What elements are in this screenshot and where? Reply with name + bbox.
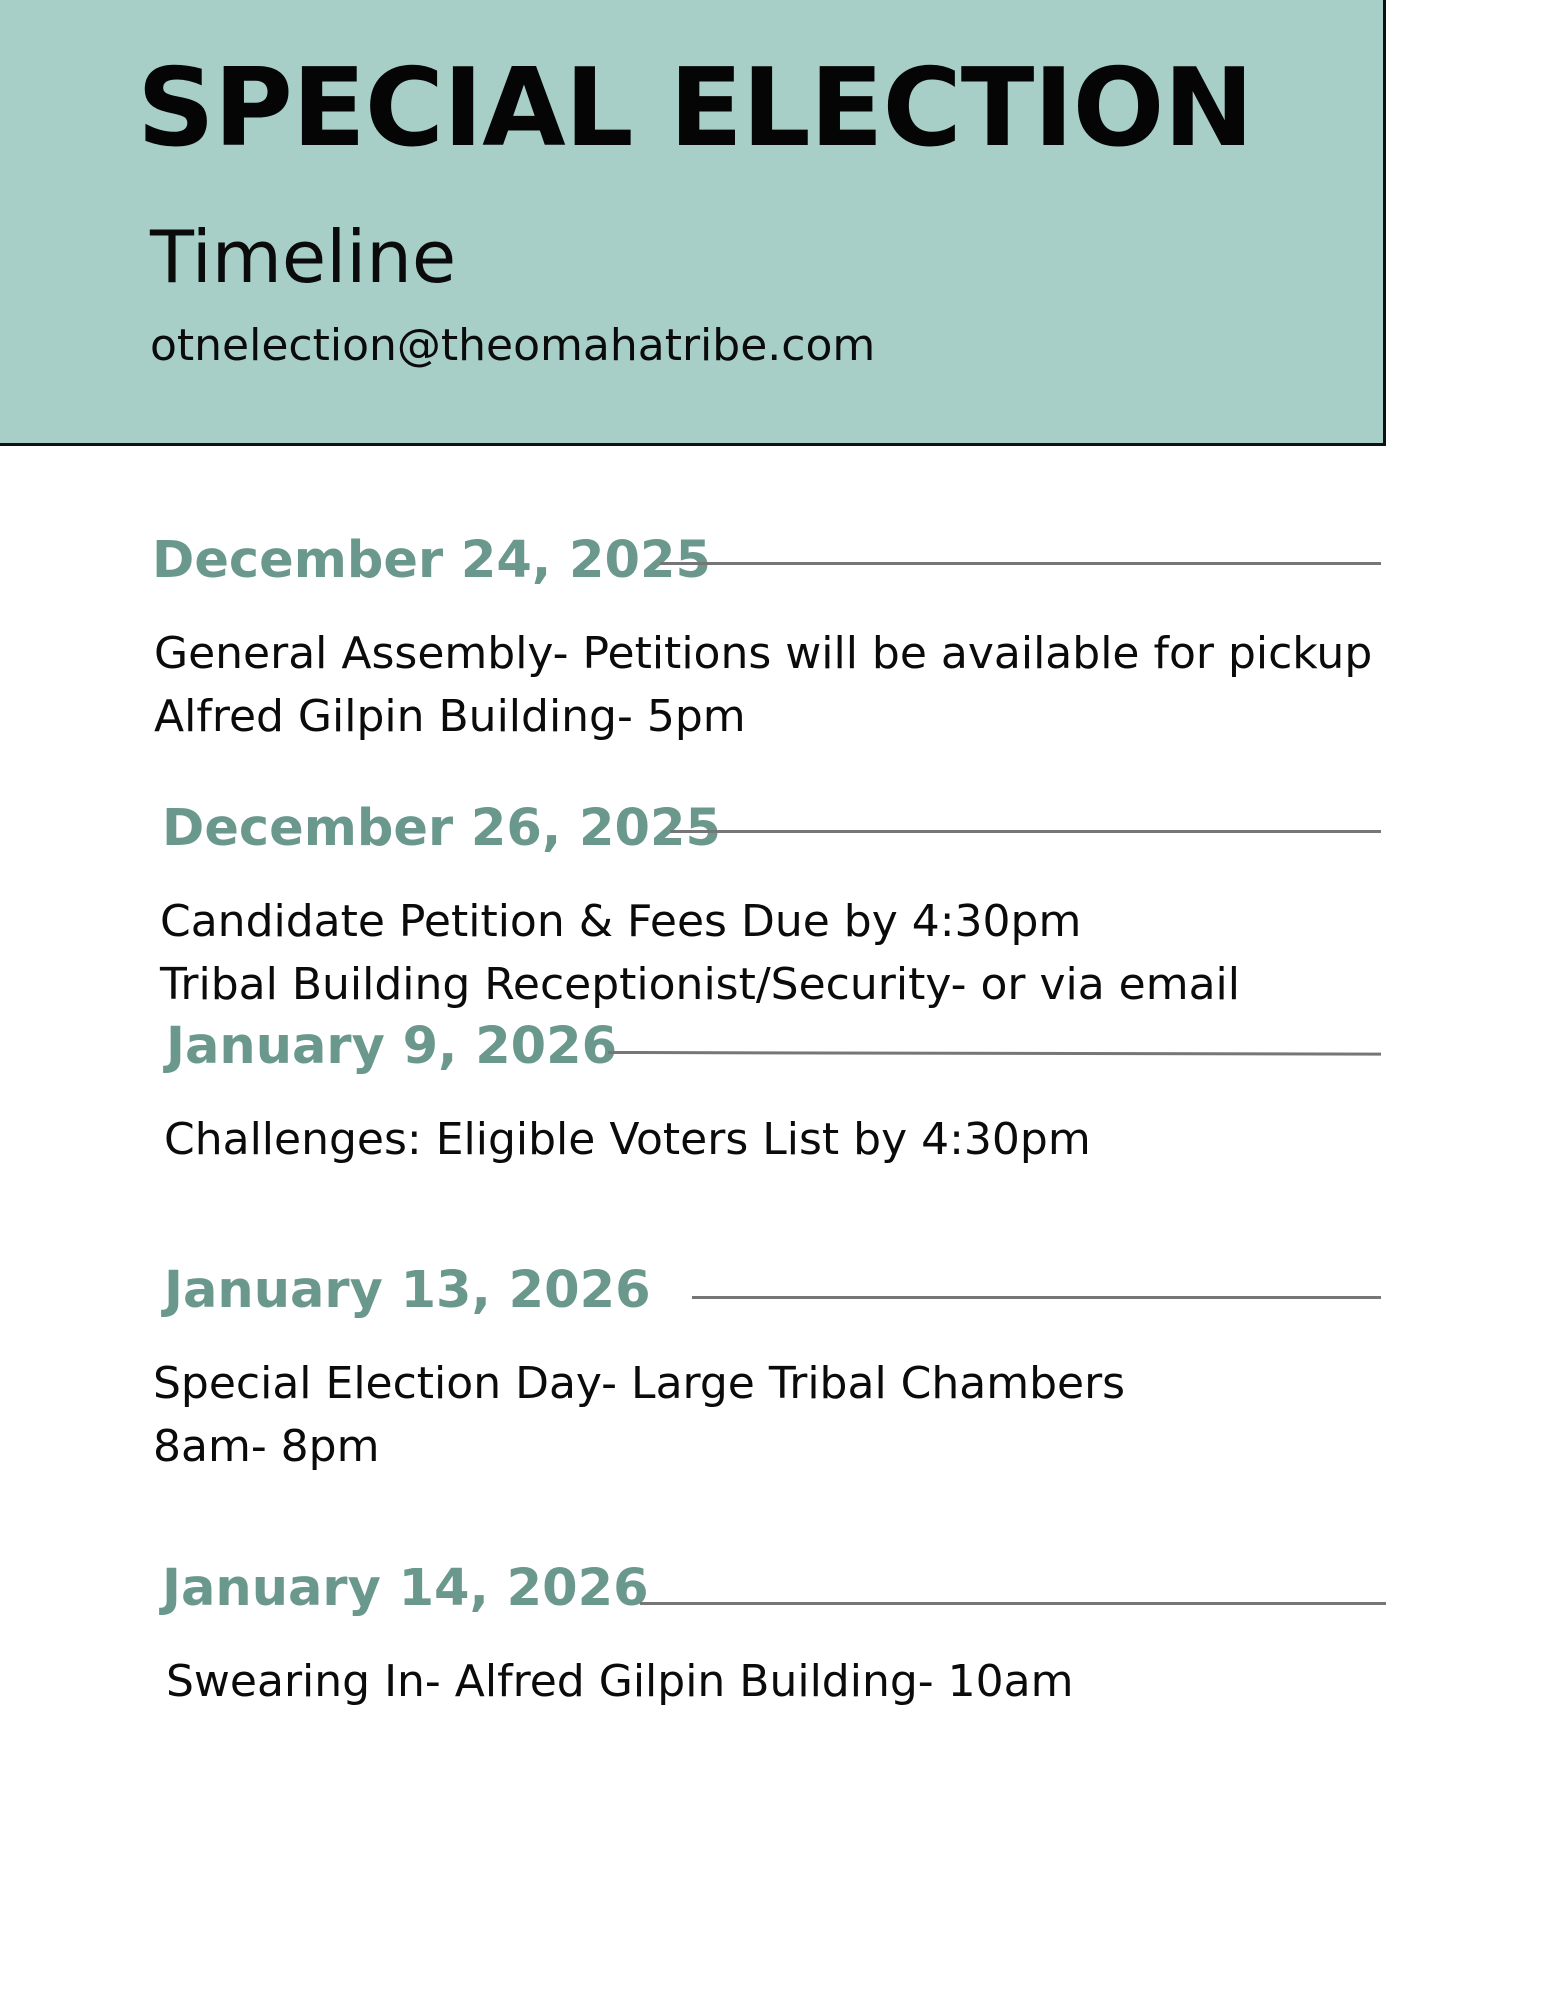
event-description-line: Tribal Building Receptionist/Security- or via email	[160, 959, 1240, 1010]
event-description-line: Special Election Day- Large Tribal Chambers	[153, 1358, 1126, 1409]
divider-line	[670, 830, 1381, 833]
event-description	[164, 1108, 1091, 1171]
page-title: SPECIAL ELECTION	[137, 46, 1253, 171]
event-description	[166, 1650, 1073, 1713]
event-description	[160, 890, 1240, 1016]
event-description-line: Alfred Gilpin Building- 5pm	[154, 691, 746, 742]
divider-line	[660, 562, 1381, 565]
event-description-line: Candidate Petition & Fees Due by 4:30pm	[160, 896, 1082, 947]
event-date: December 26, 2025	[162, 799, 721, 858]
event-date: December 24, 2025	[152, 531, 711, 590]
event-description-line: 8am- 8pm	[153, 1421, 380, 1472]
event-description-line: Challenges: Eligible Voters List by 4:30pm	[164, 1114, 1091, 1165]
event-date: January 13, 2026	[164, 1261, 651, 1320]
event-date: January 9, 2026	[166, 1017, 618, 1076]
divider-line	[608, 1051, 1381, 1056]
event-description-line: General Assembly- Petitions will be available for pickup	[154, 628, 1373, 679]
event-description	[153, 1352, 1125, 1478]
header-banner	[0, 0, 1386, 446]
event-description	[154, 622, 1372, 748]
contact-email-link[interactable]: otnelection@theomahatribe.com	[150, 320, 876, 371]
divider-line	[692, 1296, 1381, 1299]
event-date: January 14, 2026	[162, 1559, 649, 1618]
divider-line	[640, 1602, 1386, 1605]
event-description-line: Swearing In- Alfred Gilpin Building- 10am	[166, 1656, 1074, 1707]
page-subtitle: Timeline	[150, 215, 457, 299]
